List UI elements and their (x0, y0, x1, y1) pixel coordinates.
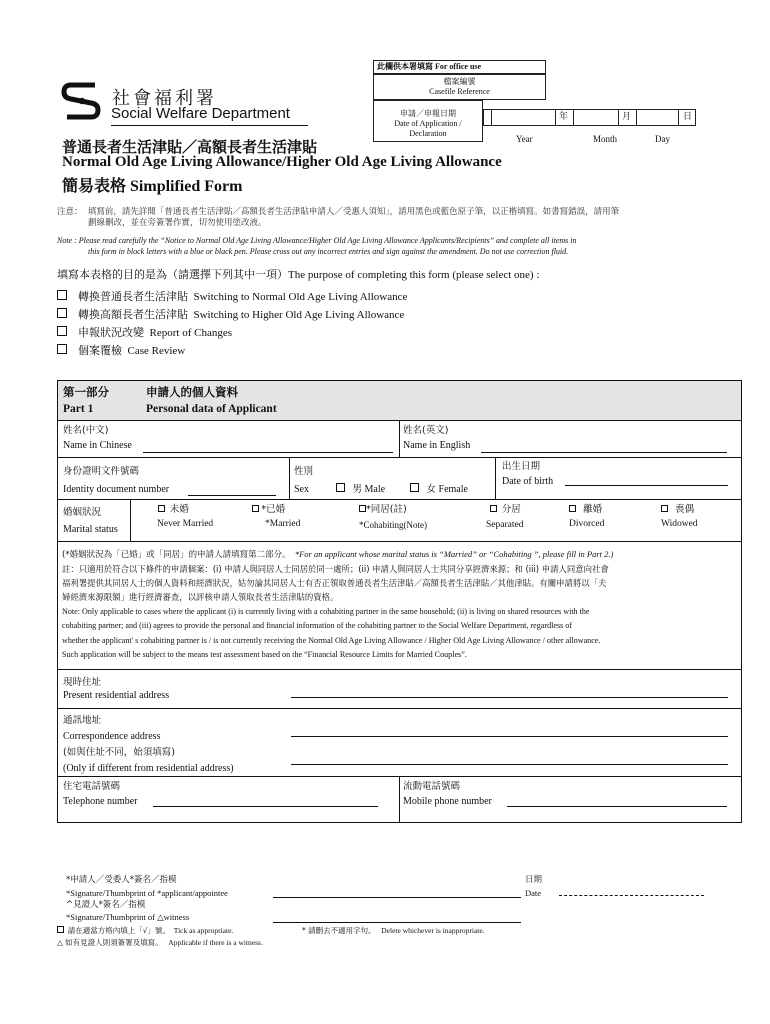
purpose-options (57, 288, 407, 360)
witness-note (57, 937, 263, 949)
name-english-label-zh: 姓名(英文) (403, 425, 449, 436)
marital-option-zh: 喪偶 (675, 504, 695, 515)
marital-option-en: Divorced (569, 519, 605, 529)
option-zh: 個案覆檢 (78, 344, 122, 357)
date-field[interactable] (559, 895, 704, 896)
option-zh: 轉換高額長者生活津貼 (78, 308, 188, 321)
checkbox[interactable] (158, 505, 165, 512)
marital-option-en: Widowed (661, 519, 698, 529)
checkbox[interactable] (410, 483, 419, 492)
purpose-option-review[interactable] (57, 342, 407, 360)
note-zh-line2: 劃線刪改，並在旁簽署作實，切勿使用塗改液。 (88, 218, 267, 228)
witness-note-en: Applicable if there is a witness. (168, 938, 263, 947)
checkbox[interactable] (490, 505, 497, 512)
purpose-prompt: 填寫本表格的目的是為（請選擇下列其中一項）The purpose of completing this form (please select one) : (57, 269, 540, 281)
option-zh: 轉換普通長者生活津貼 (78, 290, 188, 303)
sex-female-option[interactable] (410, 483, 468, 496)
marital-option-zh: 離婚 (583, 504, 603, 515)
marital-option-en: Separated (486, 520, 524, 530)
note-en-line1: Note : Please read carefully the “Notice to Normal Old Age Living Allowance/Higher Old Age Living Allowance Applicants/Recipients” and complete all items in (57, 236, 577, 245)
delete-note-en: Delete whichever is inappropriate. (381, 926, 485, 935)
checkbox[interactable] (57, 344, 67, 354)
marital-option-en: *Cohabiting(Note) (359, 520, 427, 530)
day-en: Day (655, 134, 670, 144)
cohab-en-line3: whether the applicant' s cohabiting partner is / is not currently receiving the Normal Old Age Living Allowance / Higher Old Age Living Allowance / other allowance. (62, 635, 601, 645)
marital-option-en: *Married (265, 519, 301, 529)
telephone-label-en: Telephone number (63, 796, 138, 807)
purpose-option-higher[interactable] (57, 306, 407, 324)
month-en: Month (593, 134, 618, 144)
name-chinese-label-zh: 姓名(中文) (63, 425, 109, 436)
telephone-field[interactable] (153, 806, 378, 807)
marital-note-en: *For an applicant whose marital status is “Married” or “Cohabiting ”, please fill in Part 2.) (294, 549, 614, 559)
note-zh (57, 207, 619, 229)
cohab-en-line1: Note: Only applicable to cases where the applicant (i) is currently living with a cohabiting partner in the same household; (ii) is living on shared resources with the (62, 607, 590, 616)
witness-signature-field[interactable] (273, 922, 521, 923)
cohab-zh-line2: 福利署提供其同居人士的個人資料和經濟狀況，姑勿論其同居人士有否正領取普通長者生活津貼／高額長者生活津貼／其他津貼。有關申請將以「夫 (62, 578, 607, 588)
office-header-en: For office use (435, 62, 482, 71)
part-label-zh: 第一部分 (63, 385, 109, 399)
office-header (377, 62, 481, 72)
female-en: Female (438, 484, 468, 495)
note-zh-line1: 填寫前，請先詳閱「普通長者生活津貼／高額長者生活津貼申請人／受惠人須知」，請用黑色或藍色原子筆，以正楷填寫。如書寫錯誤，請用筆 (87, 207, 620, 217)
male-zh: 男 (352, 484, 363, 495)
name-chinese-field[interactable] (143, 452, 393, 453)
year-zh: 年 (559, 112, 569, 122)
witness-label-zh: ^見證人*簽名／指模 (66, 900, 146, 910)
date-entry-field[interactable] (483, 109, 696, 126)
marital-never-married[interactable] (158, 504, 189, 516)
name-english-label-en: Name in English (403, 440, 471, 451)
mobile-label-en: Mobile phone number (403, 796, 492, 807)
cohab-zh-line3: 婦經濟來源限額」進行經濟審查，以評核申請人領取長者生活津貼的資格。 (62, 592, 339, 602)
logo-text-en: Social Welfare Department (111, 105, 290, 122)
marital-option-zh: 分居 (501, 504, 521, 515)
marital-label-zh: 婚姻狀況 (63, 507, 102, 518)
mobile-field[interactable] (507, 806, 727, 807)
part1-table (57, 380, 742, 823)
signature-field[interactable] (273, 897, 521, 898)
logo-underline (111, 125, 308, 126)
date-of-application-label (373, 109, 483, 139)
dob-field[interactable] (565, 485, 728, 486)
sex-label-zh: 性別 (294, 466, 314, 477)
option-en: Switching to Normal Old Age Living Allowance (193, 291, 408, 303)
note-en (57, 235, 577, 257)
date-of-application-en1: Date of Application / (394, 119, 462, 128)
date-of-application-en2: Declaration (409, 129, 447, 138)
note-zh-label: 注意： (57, 207, 83, 217)
marital-widowed[interactable] (661, 504, 694, 516)
form-subtitle-en: Simplified Form (130, 178, 243, 195)
checkbox[interactable] (57, 326, 67, 336)
date-label-zh: 日期 (525, 875, 543, 885)
witness-label-en: *Signature/Thumbprint of △witness (66, 912, 190, 922)
office-header-zh: 此欄供本署填寫 (377, 62, 433, 71)
option-zh: 申報狀況改變 (78, 326, 144, 339)
cohabiting-note-en (62, 605, 600, 662)
part-heading-en: Personal data of Applicant (146, 403, 277, 415)
part-heading-zh: 申請人的個人資料 (146, 385, 238, 399)
correspondence-address-label-zh: 通訊地址 (63, 715, 102, 726)
mobile-label-zh: 流動電話號碼 (403, 781, 461, 792)
signature-label-en: *Signature/Thumbprint of *applicant/appointee (66, 888, 228, 898)
option-en: Switching to Higher Old Age Living Allowance (193, 309, 405, 321)
date-label-en: Date (525, 888, 542, 898)
part-label-en: Part 1 (63, 403, 94, 415)
checkbox[interactable] (57, 290, 67, 300)
correspondence-address-label-en: Correspondence address (63, 731, 161, 742)
sex-male-option[interactable] (336, 483, 385, 496)
logo-text-zh: 社會福利署 (112, 88, 217, 109)
marital-option-zh: 未婚 (169, 504, 189, 515)
witness-note-zh: △ 如有見證人則須簽署及填寫。 (57, 938, 163, 947)
marital-note (62, 548, 613, 561)
cohabiting-note-zh (62, 562, 609, 604)
marital-note-zh: (*婚姻狀況為「已婚」或「同居」的申請人請填寫第二部分。 (62, 550, 291, 560)
year-en: Year (516, 134, 533, 144)
cohab-zh-line1: 註：只適用於符合以下條件的申請個案：(i) 申請人與同居人士同居於同一處所；(ii) 申請人與同居人士共同分享經濟來源；和 (iii) 申請人同意向社會 (62, 564, 609, 574)
correspondence-note-zh: (如與住址不同，始須填寫) (63, 747, 175, 758)
date-of-application-zh: 申請／申報日期 (400, 109, 456, 118)
delete-note (302, 925, 485, 937)
marital-cohabiting[interactable] (359, 504, 407, 516)
marital-divorced[interactable] (569, 504, 602, 516)
id-number-field[interactable] (188, 495, 276, 496)
tick-note-en: Tick as appropriate. (173, 926, 234, 935)
purpose-option-normal[interactable] (57, 288, 407, 306)
delete-note-zh: * 請刪去不適用字句。 (302, 926, 376, 935)
checkbox[interactable] (359, 505, 366, 512)
id-number-label-en: Identity document number (63, 484, 170, 495)
month-zh: 月 (622, 112, 632, 122)
signature-label-zh: *申請人／受委人*簽名／指模 (66, 875, 177, 885)
option-en: Report of Changes (149, 327, 232, 339)
residential-address-label-en: Present residential address (63, 690, 170, 701)
day-zh: 日 (683, 112, 693, 122)
residential-address-label-zh: 現時住址 (63, 677, 102, 688)
dob-label-en: Date of birth (502, 476, 554, 487)
marital-option-zh: *同居(註) (366, 504, 407, 515)
name-english-field[interactable] (481, 452, 727, 453)
tick-note (57, 925, 233, 937)
correspondence-address-field-2[interactable] (291, 764, 728, 765)
checkbox[interactable] (336, 483, 345, 492)
office-use-box (373, 60, 696, 150)
form-subtitle-zh: 簡易表格 (62, 176, 127, 195)
marital-separated[interactable] (490, 504, 521, 516)
cohab-en-line2: cohabiting partner; and (iii) agrees to provide the personal and financial information of the cohabiting partner to the Social Welfare Department, regardless of (62, 621, 573, 631)
swd-logo-icon (61, 79, 101, 123)
female-zh: 女 (426, 484, 437, 495)
checkbox[interactable] (661, 505, 668, 512)
casefile-label-zh: 檔案編號 (443, 77, 476, 86)
cohab-en-line4: Such application will be subject to the means test assessment based on the “Financial Resource Limits for Married Couples”. (62, 649, 467, 659)
name-chinese-label-en: Name in Chinese (63, 440, 132, 451)
checkbox-legend-icon (57, 926, 64, 933)
checkbox[interactable] (57, 308, 67, 318)
marital-option-zh: *已婚 (261, 504, 286, 515)
telephone-label-zh: 住宅電話號碼 (63, 781, 121, 792)
dob-label-zh: 出生日期 (502, 461, 541, 472)
casefile-label-en: Casefile Reference (429, 87, 490, 96)
residential-address-field[interactable] (291, 697, 728, 698)
casefile-label (373, 77, 546, 97)
note-en-line2: this form in block letters with a blue or black pen. Please cross out any incorrect entries and sign against the amendment. Do not use correction fluid. (88, 247, 569, 256)
tick-note-zh: 請在適當方格內填上「√」號。 (67, 926, 171, 935)
form-title-zh: 普通長者生活津貼／高額長者生活津貼 (62, 138, 318, 156)
correspondence-note-en: (Only if different from residential address) (63, 763, 234, 774)
male-en: Male (364, 484, 386, 495)
option-en: Case Review (127, 345, 186, 357)
form-subtitle (62, 173, 242, 196)
marital-option-en: Never Married (157, 519, 214, 529)
form-title-en: Normal Old Age Living Allowance/Higher Old Age Living Allowance (62, 154, 502, 170)
id-number-label-zh: 身份證明文件號碼 (63, 466, 140, 477)
checkbox[interactable] (252, 505, 259, 512)
purpose-option-changes[interactable] (57, 324, 407, 342)
correspondence-address-field-1[interactable] (291, 736, 728, 737)
checkbox[interactable] (569, 505, 576, 512)
marital-married[interactable] (252, 504, 285, 516)
sex-label-en: Sex (294, 484, 309, 495)
marital-label-en: Marital status (63, 524, 118, 535)
